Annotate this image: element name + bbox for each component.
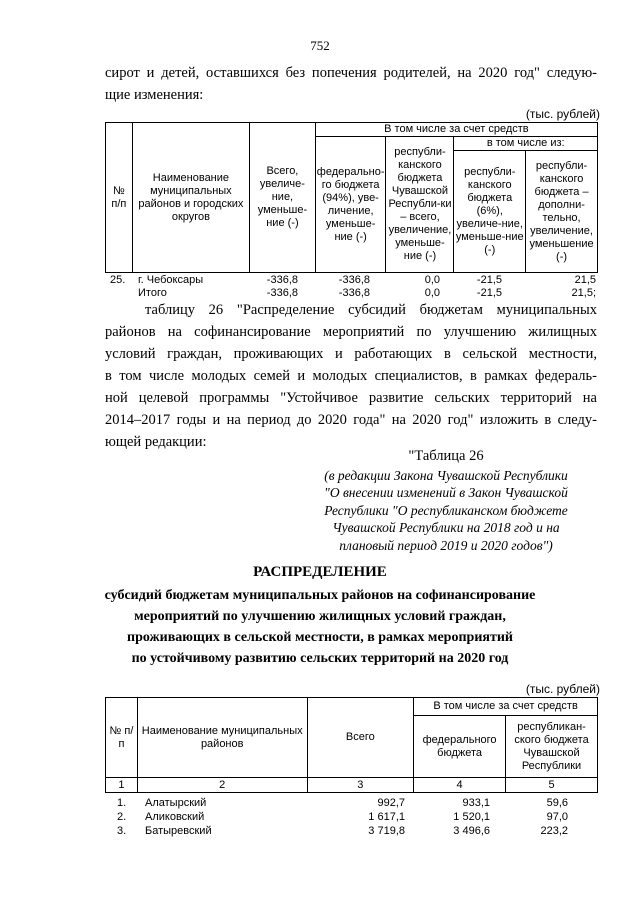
intro-paragraph (105, 62, 597, 106)
cell-total: -336,8 (266, 287, 298, 299)
cell-republican-6: -21,5 (476, 287, 502, 299)
column-number: 1 (106, 778, 138, 793)
cell-total: 992,7 (377, 797, 405, 809)
column-number: 4 (414, 778, 506, 793)
header-republican: республи-канского бюджета Чувашской Республи-ки – всего, увеличение, уменьше-ние (-) (386, 137, 454, 273)
cell-federal: -336,8 (338, 274, 370, 286)
document-title: РАСПРЕДЕЛЕНИЕ (253, 564, 387, 580)
header-republican: республикан-ского бюджета Чувашской Республики (506, 716, 598, 778)
cell-federal: -336,8 (338, 287, 370, 299)
text-line: ной целевой программы "Устойчивое развитие сельских территорий на (105, 390, 597, 406)
cell-federal: 1 520,1 (453, 811, 490, 823)
cell-total: 1 617,1 (368, 811, 405, 823)
header-num: № п/п (106, 123, 133, 273)
cell-name: Алатырский (145, 797, 207, 809)
header-subgroup: в том числе из: (454, 137, 598, 151)
table-annotation (296, 448, 596, 554)
cell-num: 25. (110, 274, 126, 286)
cell-name: Батыревский (145, 825, 212, 837)
text-line: ющей редакции: (105, 434, 207, 450)
header-federal: федерального бюджета (414, 716, 506, 778)
subtitle-line: по устойчивому развитию сельских территорий на 2020 год (131, 651, 509, 666)
cell-republican: 59,6 (546, 797, 568, 809)
cell-republican-additional: 21,5; (571, 287, 596, 299)
cell-republican: 223,2 (540, 825, 568, 837)
column-number: 2 (137, 778, 307, 793)
amendment-table-rows (105, 274, 598, 300)
cell-republican: 97,0 (546, 811, 568, 823)
text-line: районов на софинансирование мероприятий по улучшению жилищных (105, 324, 597, 340)
table-row (105, 811, 598, 825)
distribution-table (105, 697, 598, 793)
annotation-line: Чувашской Республики на 2018 год и на (332, 520, 560, 535)
text-line: таблицу 26 "Распределение субсидий бюджетам муниципальных (145, 302, 597, 318)
subtitle-line: субсидий бюджетам муниципальных районов на софинансирование (104, 588, 536, 603)
unit-label: (тыс. рублей) (525, 682, 600, 696)
annotation-line: (в редакции Закона Чувашской Республики (324, 467, 568, 483)
subtitle-line: проживающих в сельской местности, в рамках мероприятий (127, 630, 513, 645)
cell-republican-6: -21,5 (476, 274, 502, 286)
cell-federal: 3 496,6 (453, 825, 490, 837)
header-num: № п/п (106, 698, 138, 778)
annotation-line: "О внесении изменений в Закон Чувашской (324, 485, 568, 500)
header-name: Наименование муниципальных районов (137, 698, 307, 778)
column-number: 5 (506, 778, 598, 793)
cell-republican-additional: 21,5 (574, 274, 596, 286)
header-group: В том числе за счет средств (414, 698, 598, 716)
amendment-table (105, 122, 598, 273)
annotation-line: Республики "О республиканском бюджете (324, 502, 568, 518)
cell-name: Аликовский (145, 811, 205, 823)
text-line: щие изменения: (105, 87, 204, 103)
cell-num: 3. (117, 825, 127, 837)
header-republican-additional: республи-канского бюджета – дополни-тельно, увеличение, уменьшение (-) (526, 151, 598, 273)
cell-num: 2. (117, 811, 127, 823)
text-line: в том числе молодых семей и молодых специалистов, в рамках федераль- (105, 368, 597, 384)
header-federal: федерально-го бюджета (94%), уве-личение, уменьше-ние (-) (315, 137, 386, 273)
cell-republican: 0,0 (424, 287, 440, 299)
table-row (105, 274, 598, 287)
column-number: 3 (307, 778, 414, 793)
amendment-paragraph (105, 299, 597, 453)
annotation-line: плановый период 2019 и 2020 годов") (339, 537, 553, 553)
header-group: В том числе за счет средств (315, 123, 597, 137)
cell-federal: 933,1 (462, 797, 490, 809)
header-total: Всего, увеличе-ние, уменьше-ние (-) (250, 123, 316, 273)
table-row (105, 825, 598, 839)
cell-total: 3 719,8 (368, 825, 405, 837)
page-number: 752 (310, 38, 330, 53)
header-republican-6: республи-канского бюджета (6%), увеличе-ние, уменьше-ние (-) (454, 151, 526, 273)
cell-total: -336,8 (266, 274, 298, 286)
table-label: "Таблица 26 (408, 448, 484, 464)
cell-name: г. Чебоксары (138, 274, 204, 286)
cell-num: 1. (117, 797, 127, 809)
text-line: 2014–2017 годы и на период до 2020 года" на 2020 год" изложить в следу- (105, 412, 597, 428)
cell-name: Итого (138, 287, 167, 299)
header-name: Наименование муниципальных районов и городских округов (132, 123, 249, 273)
document-subtitle (0, 585, 640, 669)
table-row (105, 797, 598, 811)
cell-republican: 0,0 (424, 274, 440, 286)
distribution-table-rows (105, 797, 598, 839)
unit-label: (тыс. рублей) (525, 107, 600, 121)
subtitle-line: мероприятий по улучшению жилищных условий граждан, (134, 609, 506, 624)
text-line: условий граждан, проживающих и работающих в сельской местности, (105, 346, 597, 362)
text-line: сирот и детей, оставшихся без попечения родителей, на 2020 год" следую- (105, 65, 597, 81)
header-total: Всего (307, 698, 414, 778)
